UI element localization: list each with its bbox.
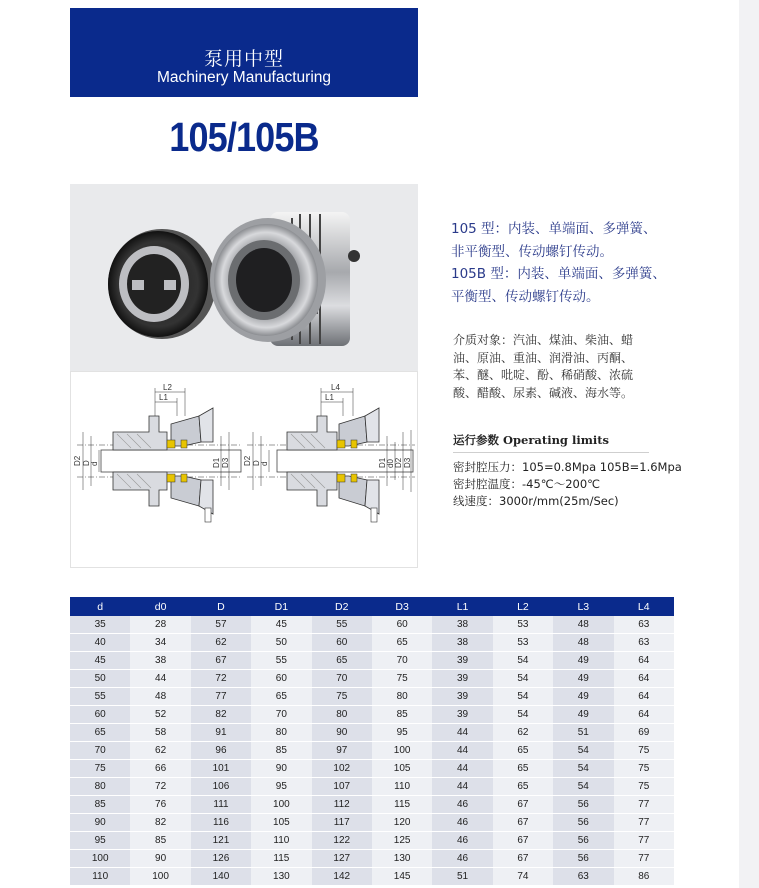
table-row: [70, 760, 674, 778]
table-cell: 90: [70, 814, 130, 832]
table-cell: 77: [614, 814, 674, 832]
table-cell: 48: [553, 634, 613, 652]
dim-label: D1: [212, 457, 221, 468]
table-row: [70, 778, 674, 796]
table-cell: 44: [432, 742, 492, 760]
table-cell: 105: [372, 760, 432, 778]
table-cell: 86: [614, 868, 674, 886]
table-cell: 110: [372, 778, 432, 796]
table-cell: 46: [432, 832, 492, 850]
column-header: d0: [130, 597, 190, 616]
media-description: [453, 332, 673, 402]
table-cell: 115: [372, 796, 432, 814]
dim-label: d: [260, 461, 269, 466]
dim-label: d: [90, 461, 99, 466]
operating-params: [453, 459, 733, 510]
table-row: [70, 652, 674, 670]
table-cell: 80: [251, 724, 311, 742]
table-cell: 80: [70, 778, 130, 796]
table-row: [70, 688, 674, 706]
column-header: L3: [553, 597, 613, 616]
desc-line: 平衡型、传动螺钉传动。: [451, 288, 600, 305]
table-cell: 55: [70, 688, 130, 706]
table-cell: 50: [251, 634, 311, 652]
table-cell: 64: [614, 670, 674, 688]
column-header: L4: [614, 597, 674, 616]
table-cell: 100: [372, 742, 432, 760]
table-cell: 38: [432, 616, 492, 634]
table-row: [70, 670, 674, 688]
table-cell: 95: [251, 778, 311, 796]
table-cell: 54: [553, 778, 613, 796]
media-line: 酸、醋酸、尿素、碱液、海水等。: [453, 385, 634, 400]
table-cell: 45: [251, 616, 311, 634]
media-line: 介质对象：汽油、煤油、柴油、蜡: [453, 333, 634, 347]
table-cell: 91: [191, 724, 251, 742]
table-cell: 65: [493, 760, 553, 778]
table-cell: 55: [312, 616, 372, 634]
table-cell: 85: [130, 832, 190, 850]
dim-label: L1: [159, 393, 168, 402]
table-cell: 142: [312, 868, 372, 886]
table-cell: 125: [372, 832, 432, 850]
table-cell: 72: [130, 778, 190, 796]
dim-label: L2: [163, 383, 172, 392]
table-row: [70, 706, 674, 724]
table-row: [70, 868, 674, 886]
table-cell: 117: [312, 814, 372, 832]
table-cell: 56: [553, 832, 613, 850]
table-cell: 65: [70, 724, 130, 742]
table-cell: 34: [130, 634, 190, 652]
table-cell: 63: [553, 868, 613, 886]
table-cell: 49: [553, 706, 613, 724]
table-cell: 54: [553, 760, 613, 778]
table-cell: 51: [432, 868, 492, 886]
table-cell: 120: [372, 814, 432, 832]
table-cell: 77: [614, 850, 674, 868]
table-row: [70, 616, 674, 634]
table-cell: 54: [493, 652, 553, 670]
table-row: [70, 742, 674, 760]
table-cell: 65: [251, 688, 311, 706]
table-cell: 46: [432, 850, 492, 868]
table-cell: 130: [372, 850, 432, 868]
table-cell: 54: [493, 670, 553, 688]
table-cell: 126: [191, 850, 251, 868]
table-cell: 63: [614, 616, 674, 634]
table-cell: 67: [493, 832, 553, 850]
table-cell: 75: [614, 760, 674, 778]
table-cell: 54: [553, 742, 613, 760]
product-photo: [70, 184, 418, 371]
table-cell: 44: [432, 778, 492, 796]
table-cell: 65: [493, 778, 553, 796]
table-cell: 75: [372, 670, 432, 688]
dim-label: D1: [378, 457, 387, 468]
table-cell: 100: [251, 796, 311, 814]
table-cell: 53: [493, 634, 553, 652]
drive-screw-icon: [348, 250, 360, 262]
table-cell: 46: [432, 814, 492, 832]
table-cell: 90: [130, 850, 190, 868]
column-header: L2: [493, 597, 553, 616]
table-row: [70, 850, 674, 868]
technical-drawing: [70, 371, 418, 568]
table-cell: 70: [70, 742, 130, 760]
table-cell: 46: [432, 796, 492, 814]
table-cell: 66: [130, 760, 190, 778]
table-cell: 100: [70, 850, 130, 868]
table-cell: 85: [372, 706, 432, 724]
table-cell: 60: [372, 616, 432, 634]
table-row: [70, 724, 674, 742]
column-header: D2: [312, 597, 372, 616]
table-cell: 82: [191, 706, 251, 724]
dim-label: D3: [403, 457, 412, 468]
table-cell: 75: [312, 688, 372, 706]
table-cell: 65: [493, 742, 553, 760]
column-header: L1: [432, 597, 492, 616]
table-cell: 38: [130, 652, 190, 670]
table-cell: 77: [191, 688, 251, 706]
dim-label: D3: [221, 457, 230, 468]
table-cell: 39: [432, 688, 492, 706]
header-title-en: Machinery Manufacturing: [156, 69, 332, 86]
table-cell: 80: [312, 706, 372, 724]
table-cell: 82: [130, 814, 190, 832]
table-row: [70, 796, 674, 814]
mechanical-seal-illustration: [70, 184, 418, 371]
table-cell: 77: [614, 832, 674, 850]
table-cell: 65: [372, 634, 432, 652]
table-cell: 95: [70, 832, 130, 850]
table-cell: 70: [251, 706, 311, 724]
column-header: D3: [372, 597, 432, 616]
table-cell: 111: [191, 796, 251, 814]
table-cell: 62: [493, 724, 553, 742]
column-header: D1: [251, 597, 311, 616]
table-cell: 38: [432, 634, 492, 652]
type-description: [451, 218, 711, 308]
table-cell: 80: [372, 688, 432, 706]
table-cell: 64: [614, 652, 674, 670]
dim-label: L1: [325, 393, 334, 402]
table-cell: 35: [70, 616, 130, 634]
table-cell: 48: [130, 688, 190, 706]
table-cell: 74: [493, 868, 553, 886]
table-cell: 116: [191, 814, 251, 832]
table-cell: 70: [372, 652, 432, 670]
param-temperature: 密封腔温度：-45℃～200℃: [453, 477, 601, 491]
table-cell: 75: [614, 778, 674, 796]
table-cell: 96: [191, 742, 251, 760]
seal-bore: [236, 248, 292, 312]
param-pressure: 密封腔压力：105=0.8Mpa 105B=1.6Mpa: [453, 460, 682, 474]
table-cell: 90: [251, 760, 311, 778]
column-header: D: [191, 597, 251, 616]
table-cell: 95: [372, 724, 432, 742]
table-cell: 122: [312, 832, 372, 850]
desc-line: 非平衡型、传动螺钉传动。: [451, 243, 613, 260]
table-cell: 67: [493, 796, 553, 814]
table-cell: 55: [251, 652, 311, 670]
table-row: [70, 634, 674, 652]
table-cell: 65: [312, 652, 372, 670]
desc-line: 105B 型：内装、单端面、多弹簧、: [451, 266, 666, 282]
table-cell: 53: [493, 616, 553, 634]
table-cell: 44: [130, 670, 190, 688]
table-cell: 77: [614, 796, 674, 814]
table-cell: 67: [493, 814, 553, 832]
media-line: 苯、醚、吡啶、酚、稀硝酸、浓硫: [453, 368, 634, 382]
table-cell: 115: [251, 850, 311, 868]
table-cell: 101: [191, 760, 251, 778]
table-cell: 127: [312, 850, 372, 868]
dim-label: D2: [243, 455, 252, 466]
table-cell: 51: [553, 724, 613, 742]
desc-line: 105 型：内装、单端面、多弹簧、: [451, 221, 657, 237]
operating-limits-heading: 运行参数 Operating limits: [453, 433, 610, 447]
page-right-margin: [739, 0, 759, 888]
table-cell: 45: [70, 652, 130, 670]
table-cell: 44: [432, 760, 492, 778]
dim-label: D: [252, 460, 261, 466]
table-cell: 76: [130, 796, 190, 814]
drawing-type-105b: [243, 383, 415, 522]
table-cell: 105: [251, 814, 311, 832]
dim-label: L4: [331, 383, 340, 392]
table-cell: 60: [251, 670, 311, 688]
header-title-cn: 泵用中型: [203, 48, 284, 70]
table-cell: 54: [493, 688, 553, 706]
table-cell: 67: [191, 652, 251, 670]
dim-label: d0: [386, 459, 395, 468]
table-cell: 60: [312, 634, 372, 652]
table-cell: 62: [130, 742, 190, 760]
table-cell: 110: [251, 832, 311, 850]
table-cell: 75: [614, 742, 674, 760]
table-cell: 100: [130, 868, 190, 886]
table-cell: 44: [432, 724, 492, 742]
table-cell: 85: [70, 796, 130, 814]
table-cell: 121: [191, 832, 251, 850]
table-cell: 106: [191, 778, 251, 796]
divider: [453, 452, 649, 453]
dim-label: D2: [394, 457, 403, 468]
table-cell: 62: [191, 634, 251, 652]
table-cell: 49: [553, 670, 613, 688]
dim-label: D2: [73, 455, 82, 466]
table-cell: 130: [251, 868, 311, 886]
section-header-banner: [70, 8, 418, 97]
column-header: d: [70, 597, 130, 616]
table-cell: 39: [432, 670, 492, 688]
table-cell: 39: [432, 706, 492, 724]
table-row: [70, 832, 674, 850]
table-cell: 58: [130, 724, 190, 742]
table-cell: 40: [70, 634, 130, 652]
model-title: 105/105B: [169, 114, 319, 160]
table-cell: 56: [553, 850, 613, 868]
table-cell: 28: [130, 616, 190, 634]
media-line: 油、原油、重油、润滑油、丙酮、: [453, 350, 634, 365]
table-cell: 63: [614, 634, 674, 652]
table-cell: 69: [614, 724, 674, 742]
table-cell: 102: [312, 760, 372, 778]
table-cell: 57: [191, 616, 251, 634]
table-cell: 64: [614, 706, 674, 724]
table-cell: 145: [372, 868, 432, 886]
drawing-type-105: [73, 383, 241, 522]
table-cell: 39: [432, 652, 492, 670]
table-cell: 112: [312, 796, 372, 814]
table-cell: 67: [493, 850, 553, 868]
table-cell: 49: [553, 652, 613, 670]
table-cell: 56: [553, 796, 613, 814]
table-cell: 60: [70, 706, 130, 724]
dimension-table: [70, 597, 674, 886]
table-cell: 85: [251, 742, 311, 760]
table-cell: 56: [553, 814, 613, 832]
table-cell: 107: [312, 778, 372, 796]
table-cell: 48: [553, 616, 613, 634]
table-row: [70, 814, 674, 832]
param-speed: 线速度：3000r/mm(25m/Sec): [453, 494, 619, 508]
table-body: [70, 616, 674, 886]
table-cell: 49: [553, 688, 613, 706]
table-cell: 52: [130, 706, 190, 724]
table-cell: 140: [191, 868, 251, 886]
table-cell: 110: [70, 868, 130, 886]
table-cell: 90: [312, 724, 372, 742]
table-cell: 54: [493, 706, 553, 724]
table-cell: 64: [614, 688, 674, 706]
table-cell: 70: [312, 670, 372, 688]
dim-label: D: [82, 460, 91, 466]
table-cell: 72: [191, 670, 251, 688]
table-header-row: [70, 597, 674, 616]
table-cell: 75: [70, 760, 130, 778]
table-cell: 97: [312, 742, 372, 760]
table-cell: 50: [70, 670, 130, 688]
